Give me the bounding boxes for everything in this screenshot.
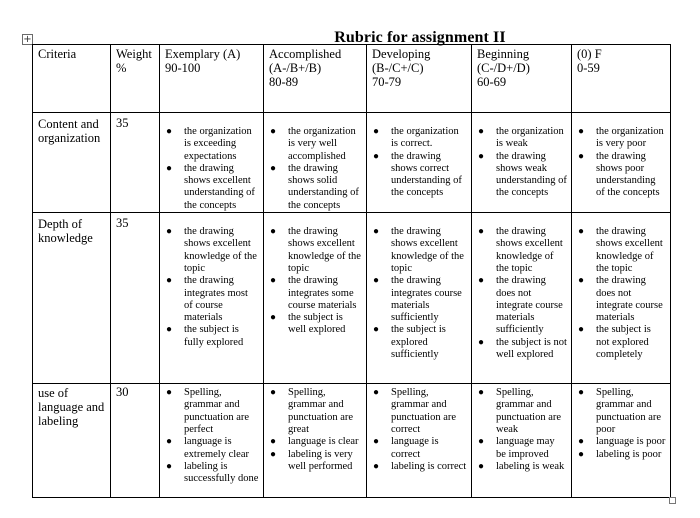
header-label: Criteria: [38, 47, 77, 61]
header-sublabel: 0-59: [577, 61, 600, 75]
weight-value: 35: [116, 216, 129, 231]
weight-cell: [111, 213, 160, 384]
list-item: [165, 126, 259, 163]
bullet-list: [269, 126, 362, 212]
list-item-text: the organization is correct.: [391, 126, 459, 150]
list-item: [372, 461, 467, 473]
list-item: [577, 436, 666, 448]
list-item-text: the subject is fully explored: [184, 324, 244, 348]
list-item-text: labeling is weak: [496, 460, 565, 472]
header-row: [33, 45, 671, 113]
list-item-text: the drawing shows excellent knowledge of the topic: [496, 226, 563, 274]
bullet-icon: ●: [270, 226, 277, 238]
bullet-list: [372, 226, 467, 361]
list-item-text: Spelling, grammar and punctuation are correct: [391, 387, 457, 435]
header-grade-range: 80-89: [269, 75, 299, 89]
list-item: [477, 436, 567, 461]
bullet-list: [577, 226, 666, 361]
list-item-text: language may be improved: [496, 436, 555, 460]
rubric-cell: [367, 384, 472, 498]
weight-cell: [111, 113, 160, 213]
list-item-text: Spelling, grammar and punctuation are perfect: [184, 387, 250, 435]
list-item-text: Spelling, grammar and punctuation are weak: [496, 387, 562, 435]
bullet-icon: ●: [270, 126, 277, 137]
bullet-icon: ●: [373, 226, 380, 238]
list-item-text: the drawing integrates course materials sufficiently: [391, 275, 462, 324]
bullet-list: [269, 387, 362, 473]
bullet-icon: ●: [373, 126, 380, 137]
list-item: [577, 387, 666, 436]
list-item-text: Spelling, grammar and punctuation are great: [288, 387, 354, 435]
rubric-cell: [264, 113, 367, 213]
bullet-icon: ●: [166, 324, 173, 336]
header-label: Accomplished: [269, 47, 342, 61]
list-item-text: the drawing shows correct understanding of the concepts: [391, 150, 462, 199]
header-grade-range: 70-79: [372, 75, 402, 89]
list-item: [477, 461, 567, 473]
bullet-list: [372, 387, 467, 473]
rubric-cell: [264, 384, 367, 498]
bullet-icon: ●: [270, 312, 277, 324]
list-item: [269, 126, 362, 163]
header-label: Exemplary (A): [165, 47, 241, 61]
list-item-text: Spelling, grammar and punctuation are poor: [596, 387, 662, 435]
list-item-text: labeling is very well performed: [288, 448, 353, 472]
list-item: [372, 151, 467, 200]
list-item: [165, 275, 259, 324]
list-item: [477, 226, 567, 275]
criteria-cell: [33, 384, 111, 498]
criteria-label: use of language and labeling: [38, 386, 105, 429]
bullet-list: [577, 387, 666, 461]
bullet-icon: ●: [373, 460, 380, 472]
list-item-text: the drawing integrates some course materials: [288, 275, 357, 311]
bullet-list: [269, 226, 362, 337]
bullet-icon: ●: [373, 436, 380, 448]
list-item: [372, 387, 467, 436]
list-item-text: labeling is correct: [391, 460, 467, 472]
bullet-icon: ●: [166, 387, 173, 399]
list-item: [269, 449, 362, 474]
list-item-text: the organization is very well accomplished: [288, 126, 356, 162]
header-cell: [572, 45, 671, 113]
bullet-list: [477, 126, 567, 200]
list-item: [269, 226, 362, 275]
rubric-cell: [572, 384, 671, 498]
list-item-text: language is correct: [391, 436, 439, 460]
list-item-text: labeling is successfully done: [184, 460, 259, 485]
bullet-list: [165, 387, 259, 485]
bullet-list: [577, 126, 666, 200]
list-item-text: labeling is poor: [596, 448, 662, 460]
list-item-text: the organization is weak: [496, 126, 564, 150]
bullet-icon: ●: [478, 460, 485, 472]
bullet-icon: ●: [478, 275, 485, 287]
bullet-icon: ●: [578, 448, 585, 460]
list-item: [269, 387, 362, 436]
bullet-icon: ●: [373, 275, 380, 287]
list-item-text: the drawing shows excellent knowledge of the topic: [596, 226, 663, 274]
list-item: [269, 163, 362, 212]
list-item: [165, 387, 259, 436]
bullet-icon: ●: [270, 436, 277, 448]
list-item: [372, 275, 467, 324]
list-item: [477, 337, 567, 362]
table-row: [33, 113, 671, 213]
list-item: [165, 461, 259, 486]
list-item: [577, 275, 666, 324]
bullet-icon: ●: [578, 226, 585, 238]
rubric-cell: [572, 113, 671, 213]
list-item: [477, 275, 567, 336]
bullet-icon: ●: [166, 275, 173, 287]
list-item-text: the subject is well explored: [288, 312, 346, 336]
list-item-text: the drawing does not integrate course materials: [596, 275, 663, 324]
bullet-list: [477, 387, 567, 473]
bullet-list: [165, 226, 259, 349]
bullet-icon: ●: [270, 162, 277, 174]
rubric-cell: [367, 113, 472, 213]
header-label: Weight: [116, 47, 152, 61]
list-item: [577, 449, 666, 461]
list-item-text: language is poor: [596, 436, 666, 448]
list-item: [372, 126, 467, 151]
header-grade-range: 60-69: [477, 75, 507, 89]
header-sublabel: 90-100: [165, 61, 201, 75]
bullet-list: [477, 226, 567, 361]
header-label: Developing: [372, 47, 431, 61]
bullet-icon: ●: [478, 387, 485, 399]
criteria-cell: [33, 113, 111, 213]
list-item-text: the drawing shows solid understanding of the concepts: [288, 162, 359, 211]
header-cell: [367, 45, 472, 113]
rubric-cell: [160, 384, 264, 498]
list-item: [477, 126, 567, 151]
document-title: Rubric for assignment II: [334, 29, 506, 46]
bullet-icon: ●: [270, 387, 277, 399]
bullet-icon: ●: [166, 436, 173, 448]
bullet-list: [372, 126, 467, 200]
list-item: [577, 226, 666, 275]
criteria-cell: [33, 213, 111, 384]
bullet-icon: ●: [270, 275, 277, 287]
header-sublabel: %: [116, 61, 127, 75]
bullet-icon: ●: [578, 324, 585, 336]
bullet-icon: ●: [478, 226, 485, 238]
header-label: (0) F: [577, 47, 602, 61]
list-item: [372, 324, 467, 361]
header-sublabel: (A-/B+/B): [269, 61, 322, 75]
bullet-list: [165, 126, 259, 212]
header-cell: [472, 45, 572, 113]
bullet-icon: ●: [373, 150, 380, 162]
table-row: [33, 384, 671, 498]
header-sublabel: (C-/D+/D): [477, 61, 530, 75]
list-item-text: the drawing shows poor understanding of the concepts: [596, 150, 660, 199]
bullet-icon: ●: [270, 448, 277, 460]
rubric-cell: [160, 213, 264, 384]
list-item: [477, 387, 567, 436]
list-item: [165, 436, 259, 461]
bullet-icon: ●: [166, 460, 173, 472]
rubric-cell: [367, 213, 472, 384]
bullet-icon: ●: [166, 126, 173, 137]
list-item-text: the drawing shows excellent knowledge of the topic: [288, 226, 361, 274]
weight-value: 30: [116, 385, 129, 400]
bullet-icon: ●: [578, 387, 585, 399]
bullet-icon: ●: [166, 162, 173, 174]
criteria-label: Content and organization: [38, 117, 101, 145]
rubric-cell: [160, 113, 264, 213]
list-item-text: the organization is very poor: [596, 126, 664, 150]
list-item: [577, 324, 666, 361]
table-row: [33, 213, 671, 384]
weight-cell: [111, 384, 160, 498]
bullet-icon: ●: [373, 387, 380, 399]
list-item-text: the subject is not well explored: [496, 336, 567, 361]
list-item-text: the drawing does not integrate course materials sufficiently: [496, 275, 563, 336]
header-cell: [111, 45, 160, 113]
list-item-text: the subject is not explored completely: [596, 324, 651, 361]
list-item: [165, 226, 259, 275]
header-sublabel: (B-/C+/C): [372, 61, 424, 75]
list-item-text: the organization is exceeding expectations: [184, 126, 252, 162]
rubric-table: [32, 44, 671, 498]
table-resize-handle[interactable]: [669, 497, 676, 504]
bullet-icon: ●: [166, 226, 173, 238]
bullet-icon: ●: [578, 436, 585, 448]
rubric-cell: [472, 113, 572, 213]
list-item: [165, 324, 259, 349]
bullet-icon: ●: [578, 126, 585, 137]
list-item-text: language is clear: [288, 436, 359, 448]
criteria-label: Depth of knowledge: [38, 217, 93, 246]
rubric-cell: [472, 384, 572, 498]
list-item: [372, 436, 467, 461]
bullet-icon: ●: [578, 150, 585, 162]
bullet-icon: ●: [373, 324, 380, 336]
list-item-text: the drawing shows weak understanding of the concepts: [496, 150, 567, 199]
bullet-icon: ●: [478, 126, 485, 137]
header-cell: [264, 45, 367, 113]
list-item: [165, 163, 259, 212]
rubric-cell: [264, 213, 367, 384]
header-label: Beginning: [477, 47, 530, 61]
bullet-icon: ●: [478, 150, 485, 162]
header-cell: [33, 45, 111, 113]
list-item-text: the drawing shows excellent knowledge of the topic: [391, 226, 464, 274]
list-item: [269, 312, 362, 337]
rubric-cell: [572, 213, 671, 384]
list-item: [269, 436, 362, 448]
weight-value: 35: [116, 116, 129, 130]
table-move-handle-icon[interactable]: +: [23, 34, 32, 45]
list-item: [577, 151, 666, 200]
bullet-icon: ●: [478, 336, 485, 348]
bullet-icon: ●: [578, 275, 585, 287]
header-cell: [160, 45, 264, 113]
list-item-text: the drawing shows excellent understanding of the concepts: [184, 162, 255, 211]
list-item: [477, 151, 567, 200]
bullet-icon: ●: [478, 436, 485, 448]
list-item-text: the drawing integrates most of course materials: [184, 275, 248, 324]
list-item: [577, 126, 666, 151]
list-item-text: the drawing shows excellent knowledge of the topic: [184, 226, 257, 274]
rubric-cell: [472, 213, 572, 384]
list-item-text: language is extremely clear: [184, 436, 249, 460]
list-item: [269, 275, 362, 312]
list-item: [372, 226, 467, 275]
list-item-text: the subject is explored sufficiently: [391, 324, 446, 361]
